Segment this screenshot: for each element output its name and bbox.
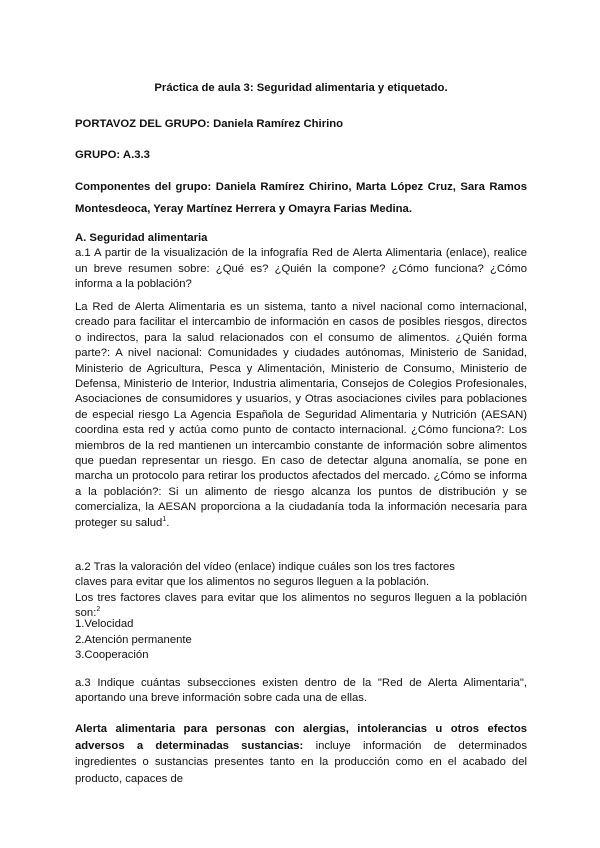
alert-heading: Alerta alimentaria para personas con alergias, intolerancias u otros efectos adversos a determinadas sustancias:	[75, 723, 527, 752]
footnote-ref-1: 1	[162, 515, 167, 523]
question-a1: a.1 A partir de la visualización de la infografía Red de Alerta Alimentaria (enlace), realice un breve resumen sobre: ¿Qué es? ¿Quién la compone? ¿Cómo funciona? ¿Cómo informa a la población?	[75, 247, 527, 291]
answer-a1: La Red de Alerta Alimentaria es un sistema, tanto a nivel nacional como internacional, creado para facilitar el intercambio de información en casos de posibles riesgos, directos o indirectos, para la salud relacionados con el consumo de alimentos. ¿Quién forma parte?: A nivel nacional: Comunidades y ciudades autónomas, Ministerio de Sanidad, Ministerio de Agricultura, Pesca y Alimentación, Ministerio de Consumo, Ministerio de Defensa, Ministerio de Interior, Industria alimentaria, Consejos de Colegios Profesionales, Asociaciones de consumidores y usuarios, y Otras asociaciones civiles para poblaciones de especial riesgo La Agencia Española de Seguridad Alimentaria y Nutrición (AESAN) coordina esta red y actúa como punto de contacto internacional. ¿Cómo funciona?: Los miembros de la red mantienen un intercambio constante de información sobre alimentos que puedan representar un riesgo. En caso de detectar alguna anomalía, se pone en marcha un protocolo para retirar los productos afectados del mercado. ¿Cómo se informa a la población?: Si un alimento de riesgo alcanza los puntos de distribución y se comercializa, la AESAN proporciona a la ciudadanía toda la información necesaria para proteger su salud$^1$.	[75, 301, 527, 529]
question-a2	[75, 560, 527, 622]
question-a3: a.3 Indique cuántas subsecciones existen dentro de la "Red de Alerta Alimentaria", aportando una breve información sobre cada una de ellas.	[75, 677, 527, 705]
question-a2-line1: a.2 Tras la valoración del vídeo (enlace) indique cuáles son los tres factores	[75, 561, 455, 573]
portavoz-line: PORTAVOZ DEL GRUPO: Daniela Ramírez Chirino	[75, 118, 344, 130]
answer-a1-text: La Red de Alerta Alimentaria es un sistema, tanto a nivel nacional como internacional, creado para facilitar el intercambio de información en casos de posibles riesgos, directos o indirectos, para la salud relacionados con el consumo de alimentos. ¿Quién forma parte?: A nivel nacional: Comunidades y ciudades autónomas, Ministerio de Sanidad, Ministerio de Agricultura, Pesca y Alimentación, Ministerio de Consumo, Ministerio de Defensa, Ministerio de Interior, Industria alimentaria, Consejos de Colegios Profesionales, Asociaciones de consumidores y usuarios, y Otras asociaciones civiles para poblaciones de especial riesgo La Agencia Española de Seguridad Alimentaria y Nutrición (AESAN) coordina esta red y actúa como punto de contacto internacional. ¿Cómo funciona?: Los miembros de la red mantienen un intercambio constante de información sobre alimentos que puedan representar un riesgo. En caso de detectar alguna anomalía, se pone en marcha un protocolo para retirar los productos afectados del mercado. ¿Cómo se informa a la población?: Si un alimento de riesgo alcanza los puntos de distribución y se comercializa, la AESAN proporciona a la ciudadanía toda la información necesaria para proteger su salud	[75, 301, 527, 529]
alert-text: incluye información de determinados ingredientes o sustancias presentes tanto en la producción como en el acabado del producto, capaces de	[75, 739, 527, 785]
componentes-paragraph: Componentes del grupo: Daniela Ramírez Chirino, Marta López Cruz, Sara Ramos Montesdeoca, Yeray Martínez Herrera y Omayra Farias Medina.	[75, 181, 527, 215]
footnote-ref-2: 2	[96, 606, 101, 614]
factors-list	[75, 617, 527, 664]
list-item: 2.Atención permanente	[75, 633, 192, 646]
section-a-block	[75, 231, 527, 293]
grupo-line: GRUPO: A.3.3	[75, 149, 150, 161]
list-item: 1.Velocidad	[75, 618, 134, 630]
question-a2-line2: claves para evitar que los alimentos no seguros lleguen a la población.	[75, 576, 430, 589]
alert-paragraph	[75, 721, 527, 787]
list-item: 3.Cooperación	[75, 649, 149, 662]
document-title: Práctica de aula 3: Seguridad alimentaria y etiquetado.	[154, 82, 448, 94]
section-a-heading: A. Seguridad alimentaria	[75, 232, 208, 244]
answer-a2: Los tres factores claves para evitar que los alimentos no seguros lleguen a la población son:	[75, 591, 527, 620]
